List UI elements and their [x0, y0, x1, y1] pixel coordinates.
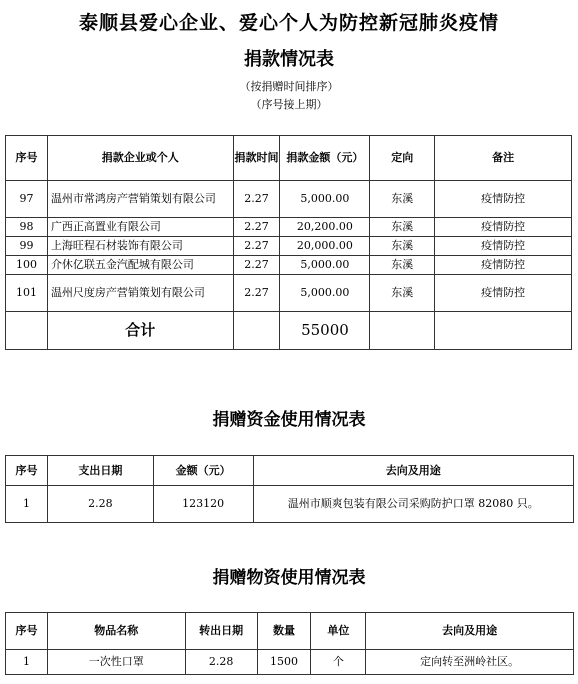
- row-remark: 疫情防控: [435, 256, 572, 275]
- row-date: 2.28: [185, 650, 257, 675]
- col-header-item: 物品名称: [47, 613, 185, 650]
- col-header-no: 序号: [6, 456, 48, 486]
- row-date: 2.27: [233, 181, 280, 218]
- total-label: 合计: [47, 312, 233, 350]
- row-purpose: 定向转至洲岭社区。: [366, 650, 574, 675]
- funds-usage-table: [5, 455, 574, 523]
- row-amount: 5,000.00: [280, 181, 370, 218]
- row-no: 1: [6, 486, 48, 523]
- col-header-date: 支出日期: [47, 456, 153, 486]
- goods-usage-table: [5, 612, 574, 675]
- total-row: [6, 312, 572, 350]
- row-unit: 个: [311, 650, 366, 675]
- col-header-no: 序号: [6, 613, 48, 650]
- table-row: [6, 256, 572, 275]
- table-header-row: [6, 136, 572, 181]
- total-empty-cell: [370, 312, 435, 350]
- row-no: 100: [6, 256, 48, 275]
- col-header-amount: 捐款金额（元）: [280, 136, 370, 181]
- row-donor: 上海旺程石材装饰有限公司: [47, 237, 233, 256]
- row-amount: 123120: [153, 486, 253, 523]
- row-no: 101: [6, 275, 48, 312]
- row-date: 2.27: [233, 218, 280, 237]
- col-header-no: 序号: [6, 136, 48, 181]
- donation-table: [5, 135, 572, 350]
- table-header-row: [6, 456, 574, 486]
- col-header-amount: 金额（元）: [153, 456, 253, 486]
- table-row: [6, 486, 574, 523]
- table-row: [6, 650, 574, 675]
- page-subtitle: 捐款情况表: [244, 49, 334, 70]
- col-header-qty: 数量: [257, 613, 311, 650]
- row-date: 2.27: [233, 237, 280, 256]
- row-target: 东溪: [370, 218, 435, 237]
- row-remark: 疫情防控: [435, 218, 572, 237]
- row-target: 东溪: [370, 275, 435, 312]
- row-donor: 广西正高置业有限公司: [47, 218, 233, 237]
- col-header-donor: 捐款企业或个人: [47, 136, 233, 181]
- row-date: 2.27: [233, 275, 280, 312]
- row-date: 2.28: [47, 486, 153, 523]
- row-remark: 疫情防控: [435, 181, 572, 218]
- sort-note: （按捐赠时间排序）: [239, 80, 339, 93]
- col-header-purpose: 去向及用途: [366, 613, 574, 650]
- row-purpose: 温州市顺爽包装有限公司采购防护口罩 82080 只。: [253, 486, 573, 523]
- goods-usage-title: 捐赠物资使用情况表: [212, 568, 366, 588]
- table-header-row: [6, 613, 574, 650]
- col-header-remark: 备注: [435, 136, 572, 181]
- row-remark: 疫情防控: [435, 237, 572, 256]
- row-item: 一次性口罩: [47, 650, 185, 675]
- table-row: [6, 237, 572, 256]
- page-title: 泰顺县爱心企业、爱心个人为防控新冠肺炎疫情: [78, 12, 499, 34]
- row-target: 东溪: [370, 237, 435, 256]
- row-target: 东溪: [370, 181, 435, 218]
- row-no: 99: [6, 237, 48, 256]
- row-no: 1: [6, 650, 48, 675]
- total-value: 55000: [280, 312, 370, 350]
- row-amount: 20,000.00: [280, 237, 370, 256]
- row-donor: 温州市常鸿房产营销策划有限公司: [47, 181, 233, 218]
- table-row: [6, 218, 572, 237]
- row-donor: 介休亿联五金汽配城有限公司: [47, 256, 233, 275]
- row-amount: 5,000.00: [280, 256, 370, 275]
- table-row: [6, 181, 572, 218]
- total-empty-cell: [6, 312, 48, 350]
- col-header-purpose: 去向及用途: [253, 456, 573, 486]
- row-amount: 20,200.00: [280, 218, 370, 237]
- total-empty-cell: [233, 312, 280, 350]
- row-target: 东溪: [370, 256, 435, 275]
- col-header-date: 转出日期: [185, 613, 257, 650]
- col-header-unit: 单位: [311, 613, 366, 650]
- row-date: 2.27: [233, 256, 280, 275]
- row-remark: 疫情防控: [435, 275, 572, 312]
- col-header-target: 定向: [370, 136, 435, 181]
- row-no: 98: [6, 218, 48, 237]
- total-empty-cell: [435, 312, 572, 350]
- sequence-note: （序号接上期）: [250, 98, 328, 111]
- funds-usage-title: 捐赠资金使用情况表: [212, 410, 366, 430]
- row-amount: 5,000.00: [280, 275, 370, 312]
- row-no: 97: [6, 181, 48, 218]
- row-donor: 温州尺度房产营销策划有限公司: [47, 275, 233, 312]
- col-header-date: 捐款时间: [233, 136, 280, 181]
- row-qty: 1500: [257, 650, 311, 675]
- table-row: [6, 275, 572, 312]
